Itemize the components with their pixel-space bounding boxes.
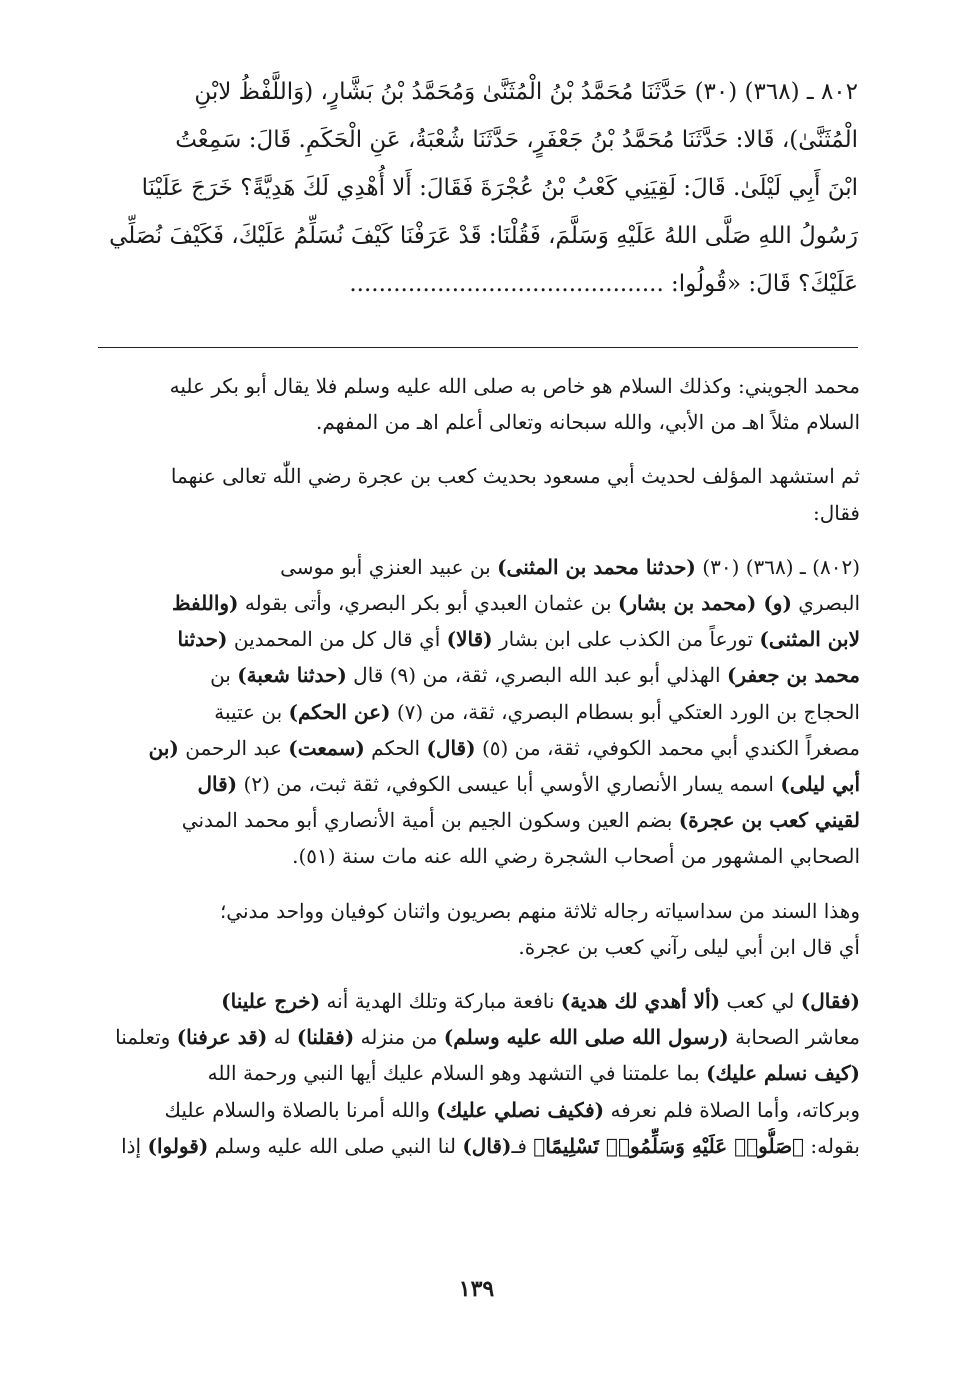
text-line: [90, 730, 860, 766]
quoted-text: لابن المثنى): [759, 627, 860, 652]
plain-text: معاشر الصحابة: [728, 1025, 860, 1050]
quoted-text: (فقلنا): [296, 1025, 355, 1050]
text-line: [90, 621, 860, 657]
page-number: ١٣٩: [458, 1276, 495, 1302]
quoted-text: (ألا أهدي لك هدية): [560, 989, 721, 1014]
quoted-text: (قال: [197, 772, 238, 797]
commentary-paragraph-2: [90, 458, 860, 530]
plain-text: البصري: [791, 591, 860, 616]
quoted-text: (سمعت): [288, 735, 365, 760]
quoted-text: (رسول الله صلى الله عليه وسلم): [443, 1025, 729, 1050]
plain-text: لنا النبي صلى الله عليه وسلم: [208, 1133, 463, 1158]
hadith-line: ابْنَ أَبِي لَيْلَىٰ. قَالَ: لَقِيَنِي كَعْبُ بْنُ عُجْرَةَ فَقَالَ: أَلا أُهْدِي لَكَ هَدِيَّةً؟ خَرَجَ عَلَيْنَا: [141, 175, 858, 201]
text-line: [90, 838, 860, 874]
quoted-text: (قال): [426, 735, 476, 760]
text-line: [90, 1019, 860, 1055]
plain-text: (٨٠٢) ـ (٣٦٨) (٣٠): [695, 554, 860, 579]
commentary-paragraph-1: [90, 368, 860, 440]
quoted-text: (بن: [148, 735, 179, 760]
hadith-text: [92, 68, 858, 308]
plain-text: بن: [210, 663, 238, 688]
plain-text: الحجاج بن الورد العتكي أبو بسطام البصري، ثقة، من (٧): [390, 699, 860, 724]
plain-text: والله أمرنا بالصلاة والسلام عليك: [164, 1097, 437, 1122]
quoted-text: (عن الحكم): [288, 699, 391, 724]
text-line: السلام مثلاً اهـ من الأبي، والله سبحانه وتعالى أعلم اهـ من المفهم.: [316, 410, 860, 435]
plain-text: لي كعب: [720, 989, 801, 1014]
plain-text: فـ: [511, 1133, 534, 1158]
quoted-text: (قولوا): [147, 1133, 209, 1158]
text-line: [90, 802, 860, 838]
quoted-text: (و) (محمد بن بشار): [617, 591, 792, 616]
commentary-paragraph-3: [90, 549, 860, 875]
plain-text: أي قال كل من المحمدين: [227, 627, 447, 652]
quoted-text: لقيني كعب بن عجرة): [678, 808, 860, 833]
quoted-text: محمد بن جعفر): [726, 663, 860, 688]
plain-text: بما علمتنا في التشهد وهو السلام عليك أيها النبي ورحمة الله: [207, 1061, 707, 1086]
text-line: [90, 1092, 860, 1128]
text-line: [90, 694, 860, 730]
plain-text: مصغراً الكندي أبي محمد الكوفي، ثقة، من (٥): [475, 735, 860, 760]
plain-text: إذا: [121, 1133, 148, 1158]
quoted-text: (حدثنا شعبة): [237, 663, 347, 688]
quoted-text: أبي ليلى): [780, 772, 860, 797]
hadith-line: رَسُولُ اللهِ صَلَّى اللهُ عَلَيْهِ وَسَلَّمَ، فَقُلْنَا: قَدْ عَرَفْنَا كَيْفَ نُسَلِّمُ عَلَيْكَ، فَكَيْفَ نُصَلِّي: [109, 223, 858, 249]
plain-text: بن عثمان العبدي أبو بكر البصري، وأتى بقوله: [238, 591, 618, 616]
hadith-line: الْمُثَنَّىٰ)، قَالا: حَدَّثَنَا مُحَمَّدُ بْنُ جَعْفَرٍ، حَدَّثَنَا شُعْبَةُ، عَنِ الْحَكَمِ. قَالَ: سَمِعْتُ: [175, 127, 858, 153]
quoted-text: (خرج علينا): [221, 989, 321, 1014]
quoted-text: (فكيف نصلي عليك): [436, 1097, 605, 1122]
text-line: [90, 766, 860, 802]
commentary: [90, 368, 860, 1182]
plain-text: الصحابي المشهور من أصحاب الشجرة رضي الله عنه مات سنة (٥١).: [292, 844, 860, 869]
hadith-line: ٨٠٢ ـ (٣٦٨) (٣٠) حَدَّثَنَا مُحَمَّدُ بْنُ الْمُثَنَّىٰ وَمُحَمَّدُ بْنُ بَشَّارٍ، (وَاللَّفْظُ لابْنِ: [194, 79, 858, 105]
quoted-text: (واللفظ: [172, 591, 239, 616]
hadith-line: عَلَيْكَ؟ قَالَ: «قُولُوا: ...........................................: [349, 271, 858, 297]
text-line: [90, 1055, 860, 1091]
section-divider: [98, 347, 858, 348]
plain-text: وتعلمنا: [115, 1025, 177, 1050]
plain-text: بقوله:: [804, 1133, 860, 1158]
text-line: [90, 657, 860, 693]
quoted-text: (قد عرفنا): [176, 1025, 268, 1050]
plain-text: وبركاته، وأما الصلاة فلم نعرفه: [604, 1097, 860, 1122]
plain-text: الهذلي أبو عبد الله البصري، ثقة، من (٩) قال: [346, 663, 727, 688]
plain-text: بن عتيبة: [214, 699, 289, 724]
text-line: أي قال ابن أبي ليلى رآني كعب بن عجرة.: [518, 934, 860, 959]
commentary-paragraph-4: [90, 893, 860, 965]
plain-text: تورعاً من الكذب على ابن بشار: [492, 627, 760, 652]
quoted-text: (قال): [462, 1133, 512, 1158]
text-line: وهذا السند من سداسياته رجاله ثلاثة منهم بصريون واثنان كوفيان وواحد مدني؛: [219, 898, 860, 923]
plain-text: بن عبيد العنزي أبو موسى: [280, 554, 498, 579]
text-line: ثم استشهد المؤلف لحديث أبي مسعود بحديث كعب بن عجرة رضي اللّٰه تعالى عنهما: [170, 464, 860, 489]
plain-text: الحكم: [364, 735, 427, 760]
quranic-verse: ﴿صَلُّوا۟ عَلَيْهِ وَسَلِّمُوا۟ تَسْلِيمًا﴾: [533, 1133, 805, 1158]
quoted-text: (فقال): [800, 989, 860, 1014]
quoted-text: (قالا): [446, 627, 493, 652]
plain-text: اسمه يسار الأنصاري الأوسي أبا عيسى الكوفي، ثقة ثبت، من (٢): [237, 772, 781, 797]
plain-text: نافعة مباركة وتلك الهدية أنه: [320, 989, 561, 1014]
plain-text: من منزله: [354, 1025, 444, 1050]
text-line: [90, 549, 860, 585]
text-line: محمد الجويني: وكذلك السلام هو خاص به صلى الله عليه وسلم فلا يقال أبو بكر عليه: [169, 374, 860, 398]
text-line: [90, 983, 860, 1019]
text-line: فقال:: [812, 500, 860, 525]
plain-text: له: [267, 1025, 297, 1050]
text-line: [90, 1128, 860, 1164]
commentary-paragraph-5: [90, 983, 860, 1164]
quoted-text: (كيف نسلم عليك): [706, 1061, 860, 1086]
plain-text: عبد الرحمن: [178, 735, 289, 760]
text-line: [90, 585, 860, 621]
quoted-text: (حدثنا محمد بن المثنى): [497, 554, 696, 579]
quoted-text: (حدثنا: [177, 627, 228, 652]
plain-text: بضم العين وسكون الجيم بن أمية الأنصاري أبو محمد المدني: [181, 808, 679, 833]
